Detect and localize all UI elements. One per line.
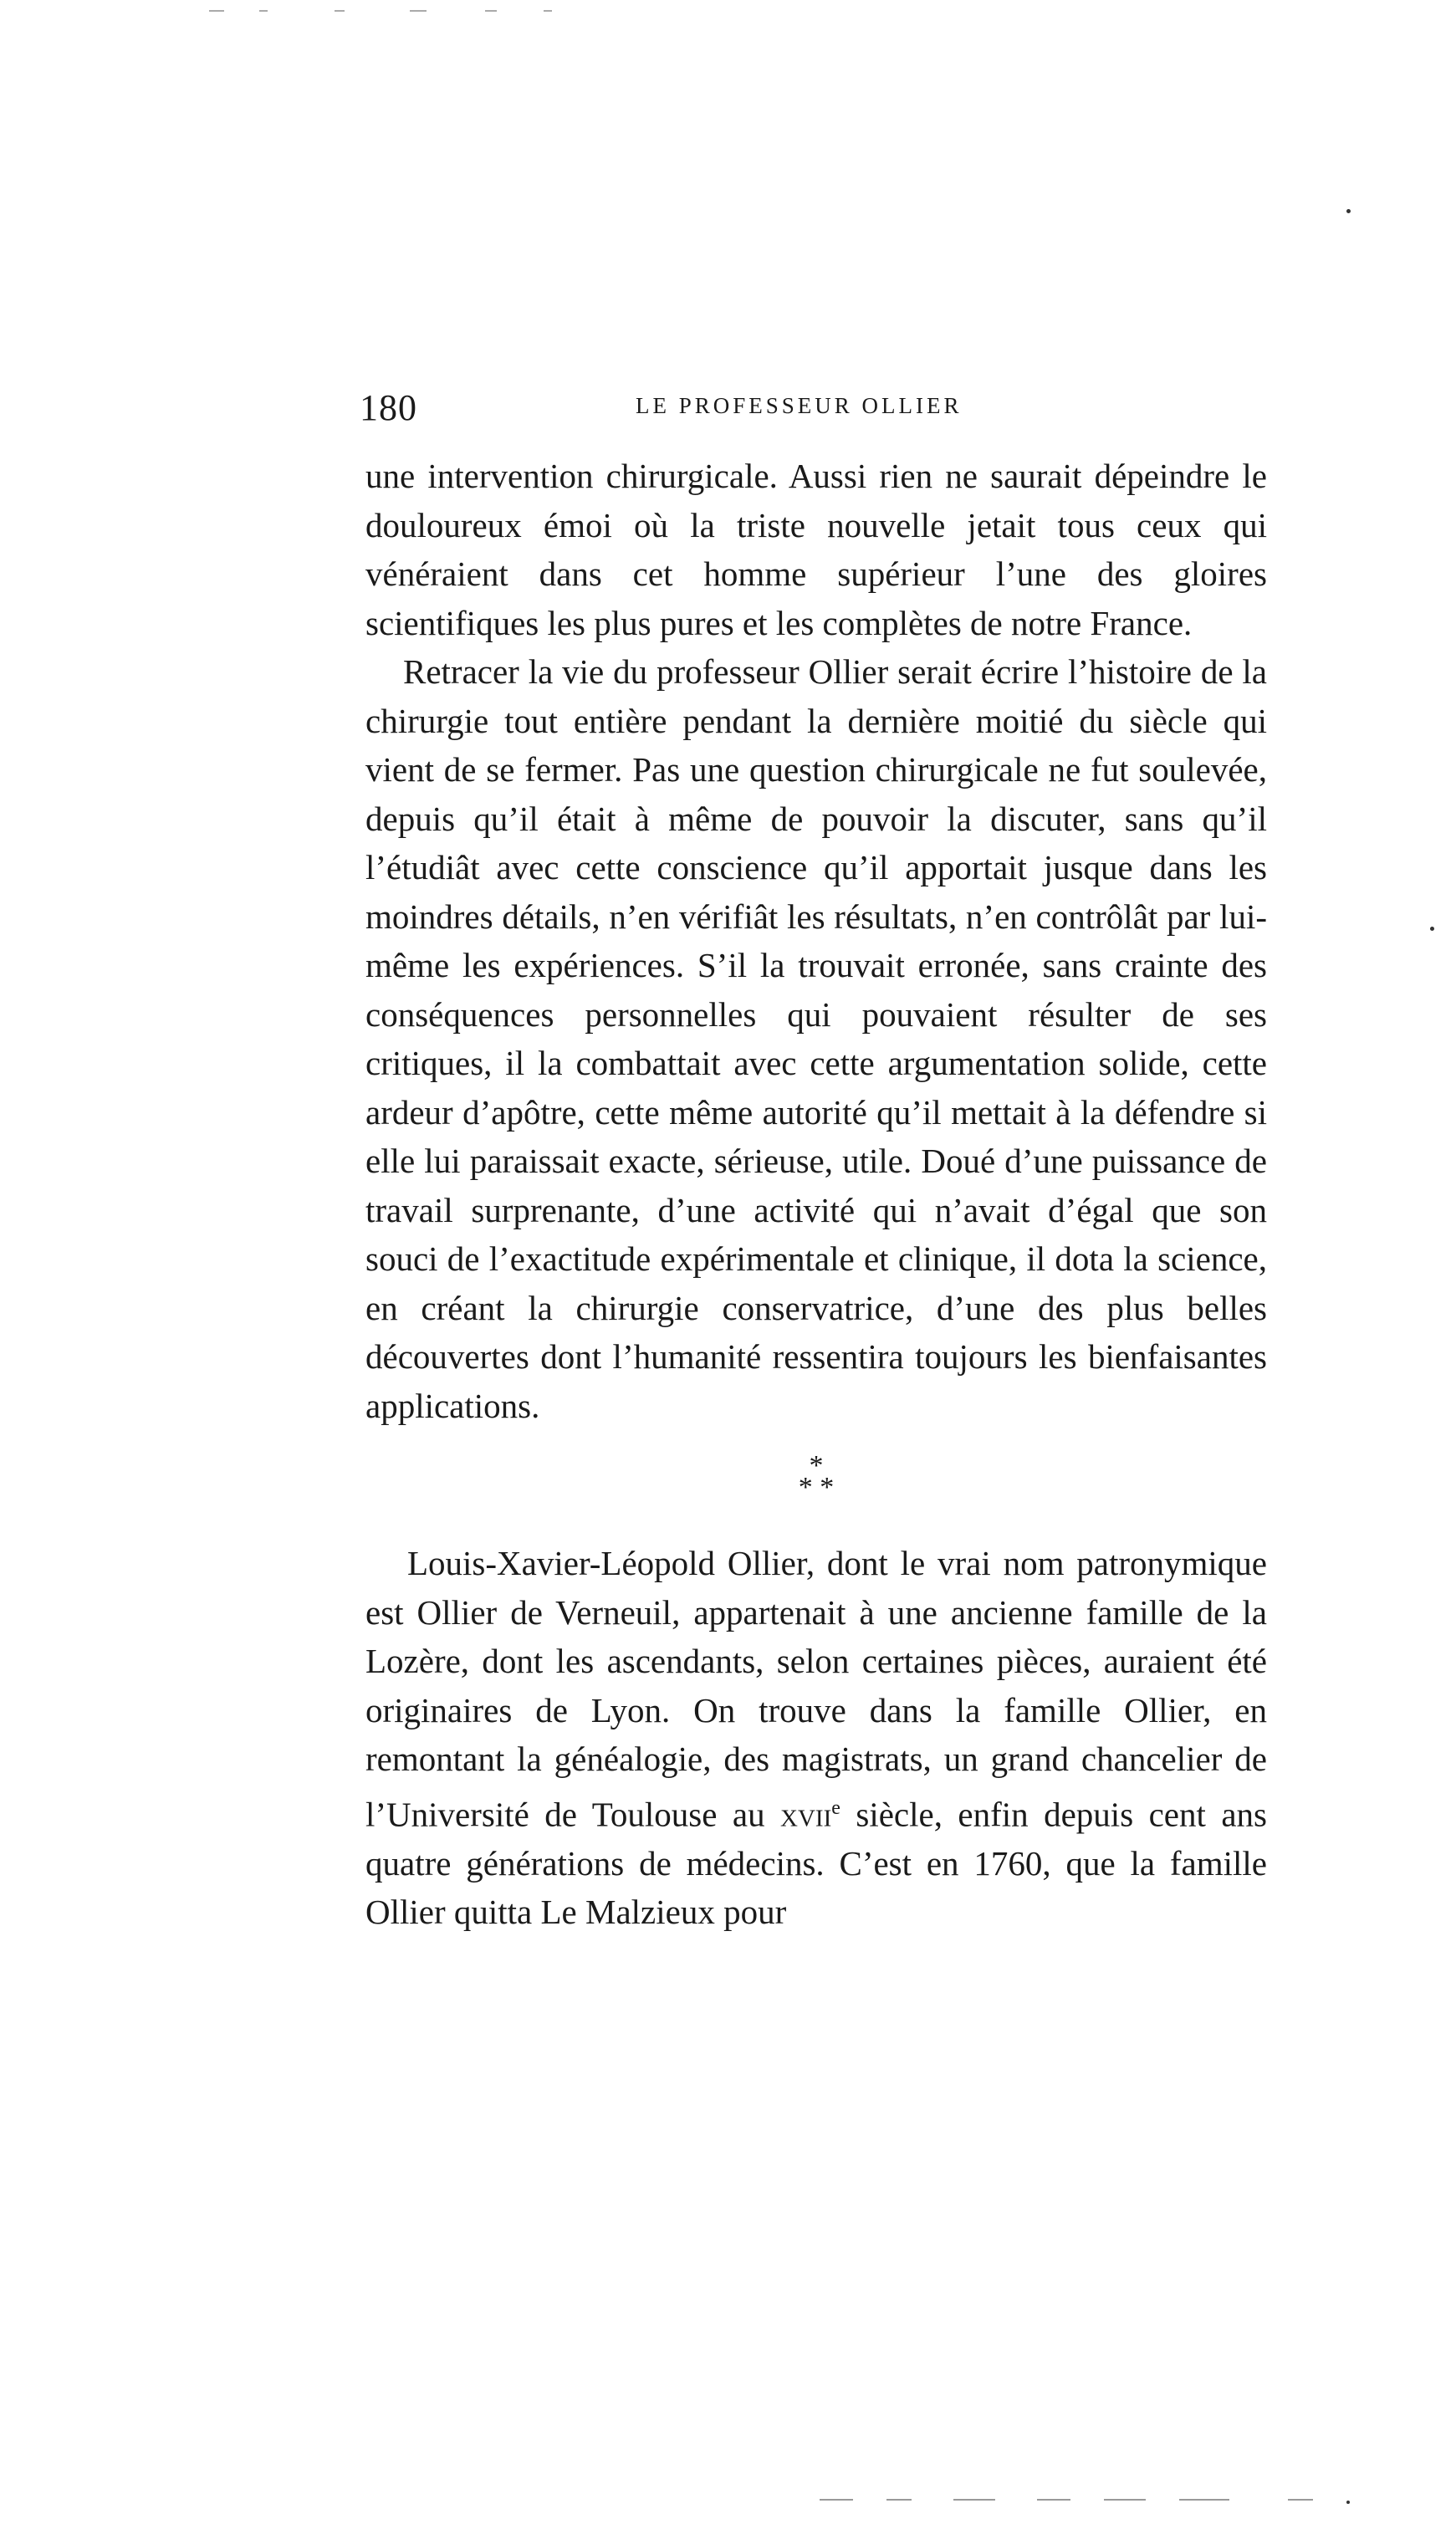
section-asterism (365, 1450, 1267, 1503)
asterism-top: * (809, 1450, 824, 1481)
paragraph-3-part-1: Louis-Xavier-Léopold Ollier, dont le vrai nom patronymique est Ollier de Verneuil, appartenait à une ancienne famille de la Lozère, dont les ascendants, selon certaines pièces, auraient été originaires de Lyon. On trouve dans la famille Ollier, en remontant la généalogie, des magistrats, un grand chancelier de l’Université de Toulouse au (365, 1544, 1267, 1834)
paragraph-3-part-2: siècle, enfin depuis cent ans quatre générations de médecins. C’est en 1760, que la famille Ollier quitta Le Malzieux pour (365, 1795, 1267, 1932)
scan-edge-marks (209, 10, 585, 13)
scan-speck (1346, 2501, 1350, 2504)
scan-bottom-marks (820, 2499, 1321, 2504)
paragraph-3 (365, 1539, 1267, 1937)
page-number: 180 (360, 387, 417, 428)
century-numeral: xvii (780, 1795, 832, 1834)
running-head (360, 386, 1267, 437)
paragraph-1: une intervention chirurgicale. Aussi rien ne saurait dépeindre le douloureux émoi où la triste nouvelle jetait tous ceux qui vénéraient dans cet homme supérieur l’une des gloires scientifiques les plus pures et les complètes de notre France. (365, 457, 1267, 642)
century-suffix: e (831, 1796, 840, 1819)
scan-speck (1346, 209, 1351, 213)
body-text (365, 452, 1267, 1937)
scan-speck (1430, 927, 1434, 931)
running-title: LE PROFESSEUR OLLIER (636, 393, 963, 418)
asterism-bottom: * * (798, 1472, 835, 1503)
paragraph-2: Retracer la vie du professeur Ollier serait écrire l’histoire de la chirurgie tout entière pendant la dernière moitié du siècle qui vient de se fermer. Pas une question chirurgicale ne fut soulevée, depuis qu’il était à même de pouvoir la discuter, sans qu’il l’étudiât avec cette conscience qu’il apportait jusque dans les moindres détails, n’en vérifiât les résultats, n’en contrôlât par lui-même les expériences. S’il la trouvait erronée, sans crainte des conséquences personnelles qui pouvaient résulter de ses critiques, il la combattait avec cette argumentation solide, cette ardeur d’apôtre, cette même autorité qu’il mettait à la défendre si elle lui paraissait exacte, sérieuse, utile. Doué d’une puissance de travail surprenante, d’une activité qui n’avait d’égal que son souci de l’exactitude expérimentale et clinique, il dota la science, en créant la chirurgie conservatrice, d’une des plus belles découvertes dont l’humanité ressentira toujours les bienfaisantes applications. (365, 652, 1267, 1425)
